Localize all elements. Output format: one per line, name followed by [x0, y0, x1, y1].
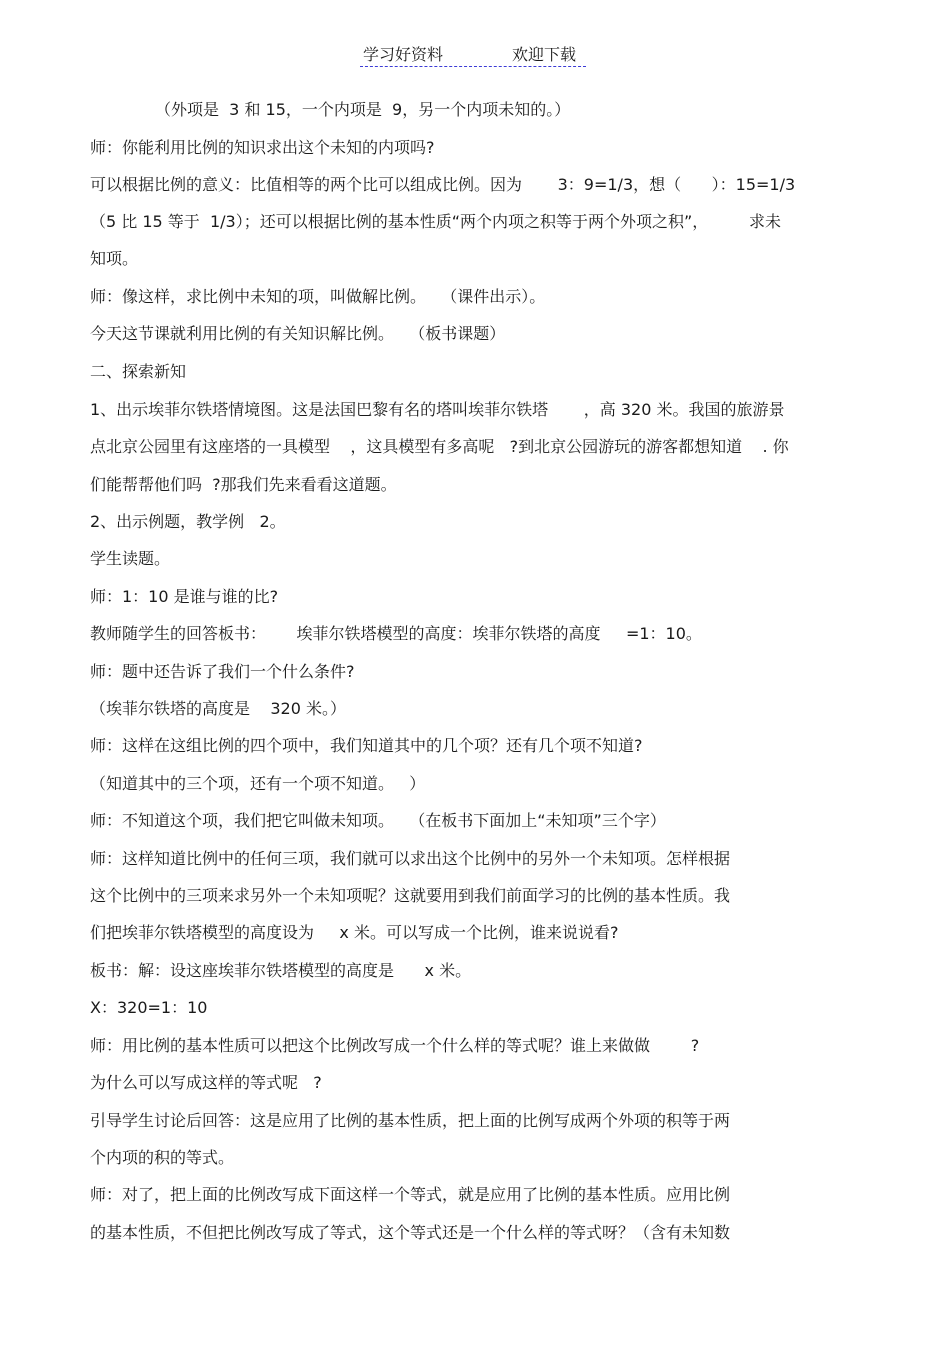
header-left-text: 学习好资料 — [363, 45, 444, 64]
text-line: 师：不知道这个项，我们把它叫做未知项。 （在板书下面加上“未知项”三个字） — [90, 811, 666, 830]
text-line: 引导学生讨论后回答：这是应用了比例的基本性质，把上面的比例写成两个外项的积等于两 — [90, 1111, 731, 1130]
text-line: 师：你能利用比例的知识求出这个未知的内项吗? — [90, 138, 435, 157]
text-line: （5 比 15 等于 1/3）；还可以根据比例的基本性质“两个内项之积等于两个外项之积”， 求未 — [90, 212, 781, 231]
text-line: 师：这样知道比例中的任何三项，我们就可以求出这个比例中的另外一个未知项。怎样根据 — [90, 849, 731, 868]
text-line: 这个比例中的三项来求另外一个未知项呢？这就要用到我们前面学习的比例的基本性质。我 — [90, 886, 731, 905]
text-line: 的基本性质，不但把比例改写成了等式，这个等式还是一个什么样的等式呀？（含有未知数 — [90, 1223, 731, 1242]
text-line: 学生读题。 — [90, 549, 171, 568]
text-line: 为什么可以写成这样的等式呢 ? — [90, 1073, 322, 1092]
text-line: （埃菲尔铁塔的高度是 320 米。） — [90, 699, 346, 718]
text-line: 1、出示埃菲尔铁塔情境图。这是法国巴黎有名的塔叫埃菲尔铁塔 ，高 320 米。我国的旅游景 — [90, 400, 785, 419]
text-line: 师：题中还告诉了我们一个什么条件? — [90, 662, 355, 681]
equation-line: X：320=1：10 — [90, 998, 208, 1017]
text-line: 师：像这样，求比例中未知的项，叫做解比例。 （课件出示）。 — [90, 287, 546, 306]
text-line: 2、出示例题，教学例 2。 — [90, 512, 286, 531]
text-line: 们能帮帮他们吗 ?那我们先来看看这道题。 — [90, 475, 397, 494]
text-line: 知项。 — [90, 249, 139, 268]
text-line: （外项是 3 和 15，一个内项是 9，另一个内项未知的。） — [155, 100, 571, 119]
text-line: 今天这节课就利用比例的有关知识解比例。 （板书课题） — [90, 324, 506, 343]
text-line: 可以根据比例的意义：比值相等的两个比可以组成比例。因为 3：9=1/3，想（ ）：15=1/3 — [90, 175, 796, 194]
text-line: 点北京公园里有这座塔的一具模型 ，这具模型有多高呢 ?到北京公园游玩的游客都想知道 . 你 — [90, 437, 789, 456]
text-line: 个内项的积的等式。 — [90, 1148, 235, 1167]
section-heading: 二、探索新知 — [90, 362, 187, 381]
text-line: （知道其中的三个项，还有一个项不知道。 ） — [90, 774, 426, 793]
text-line: 教师随学生的回答板书： 埃菲尔铁塔模型的高度：埃菲尔铁塔的高度 =1：10。 — [90, 624, 702, 643]
text-line: 师：1：10 是谁与谁的比? — [90, 587, 279, 606]
text-line: 师：用比例的基本性质可以把这个比例改写成一个什么样的等式呢？谁上来做做 ? — [90, 1036, 700, 1055]
text-line: 板书：解：设这座埃菲尔铁塔模型的高度是 x 米。 — [90, 961, 472, 980]
text-line: 们把埃菲尔铁塔模型的高度设为 x 米。可以写成一个比例，谁来说说看? — [90, 923, 619, 942]
page-header — [360, 40, 586, 67]
text-line: 师：对了，把上面的比例改写成下面这样一个等式，就是应用了比例的基本性质。应用比例 — [90, 1185, 731, 1204]
header-right-text: 欢迎下载 — [512, 45, 577, 64]
text-line: 师：这样在这组比例的四个项中，我们知道其中的几个项？还有几个项不知道? — [90, 736, 643, 755]
